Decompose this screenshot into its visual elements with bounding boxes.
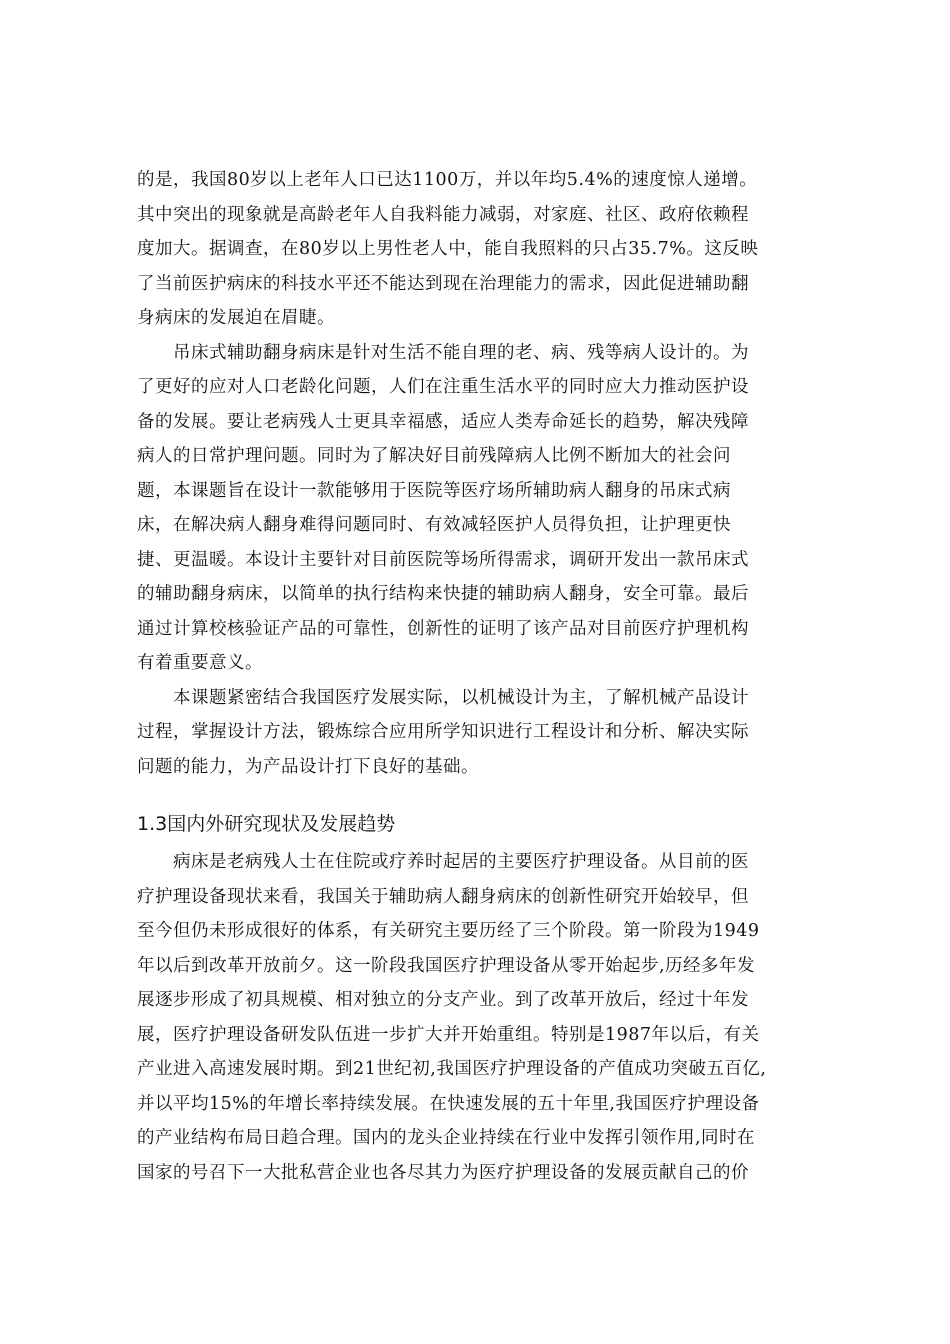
text-line: 病床是老病残人士在住院或疗养时起居的主要医疗护理设备。从目前的医 xyxy=(137,852,749,872)
text-line: 的产业结构布局日趋合理。国内的龙头企业持续在行业中发挥引领作用,同时在 xyxy=(137,1128,756,1148)
text-line: 吊床式辅助翻身病床是针对生活不能自理的老、病、残等病人设计的。为 xyxy=(137,342,749,363)
text-line: 国家的号召下一大批私营企业也各尽其力为医疗护理设备的发展贡献自己的价 xyxy=(137,1162,749,1183)
text-line: 产业进入高速发展时期。到21世纪初,我国医疗护理设备的产值成功突破五百亿, xyxy=(137,1059,767,1079)
text-line: 身病床的发展迫在眉睫。 xyxy=(137,308,335,328)
text-line: 有着重要意义。 xyxy=(137,653,263,673)
text-line: 疗护理设备现状来看，我国关于辅助病人翻身病床的创新性研究开始较早，但 xyxy=(137,886,749,907)
text-line: 过程，掌握设计方法，锻炼综合应用所学知识进行工程设计和分析、解决实际 xyxy=(137,722,749,742)
text-line: 病人的日常护理问题。同时为了解决好目前残障病人比例不断加大的社会问 xyxy=(137,446,731,466)
text-line: 至今但仍未形成很好的体系，有关研究主要历经了三个阶段。第一阶段为1949 xyxy=(137,921,760,941)
text-line: 度加大。据调查，在80岁以上男性老人中，能自我照料的只占35.7%。这反映 xyxy=(137,239,759,259)
text-line: 通过计算校核验证产品的可靠性，创新性的证明了该产品对目前医疗护理机构 xyxy=(137,618,749,639)
text-line: 床，在解决病人翻身难得问题同时、有效减轻医护人员得负担，让护理更快 xyxy=(137,515,731,535)
text-line: 年以后到改革开放前夕。这一阶段我国医疗护理设备从零开始起步,历经多年发 xyxy=(137,955,756,976)
paragraph-block-research xyxy=(137,845,817,1190)
text-line: 题，本课题旨在设计一款能够用于医院等医疗场所辅助病人翻身的吊床式病 xyxy=(137,480,731,501)
text-line: 展逐步形成了初具规模、相对独立的分支产业。到了改革开放后，经过十年发 xyxy=(137,990,749,1010)
text-line: 本课题紧密结合我国医疗发展实际，以机械设计为主，了解机械产品设计 xyxy=(137,687,749,708)
text-line: 的辅助翻身病床，以简单的执行结构来快捷的辅助病人翻身，安全可靠。最后 xyxy=(137,584,749,604)
text-line: 了当前医护病床的科技水平还不能达到现在治理能力的需求，因此促进辅助翻 xyxy=(137,273,749,294)
text-line: 问题的能力，为产品设计打下良好的基础。 xyxy=(137,756,479,777)
text-line: 其中突出的现象就是高龄老年人自我料能力减弱，对家庭、社区、政府依赖程 xyxy=(137,204,749,225)
section-heading: 1.3国内外研究现状及发展趋势 xyxy=(137,813,396,835)
text-line: 了更好的应对人口老龄化问题，人们在注重生活水平的同时应大力推动医护设 xyxy=(137,377,749,397)
text-line: 并以平均15%的年增长率持续发展。在快速发展的五十年里,我国医疗护理设备 xyxy=(137,1093,760,1114)
paragraph-block-intro xyxy=(137,163,817,784)
text-line: 展，医疗护理设备研发队伍进一步扩大并开始重组。特别是1987年以后，有关 xyxy=(137,1024,760,1045)
text-line: 的是，我国80岁以上老年人口已达1100万，并以年均5.4%的速度惊人递增。 xyxy=(137,170,758,190)
text-line: 备的发展。要让老病残人士更具幸福感，适应人类寿命延长的趋势，解决残障 xyxy=(137,411,749,432)
text-line: 捷、更温暖。本设计主要针对目前医院等场所得需求，调研开发出一款吊床式 xyxy=(137,549,749,570)
